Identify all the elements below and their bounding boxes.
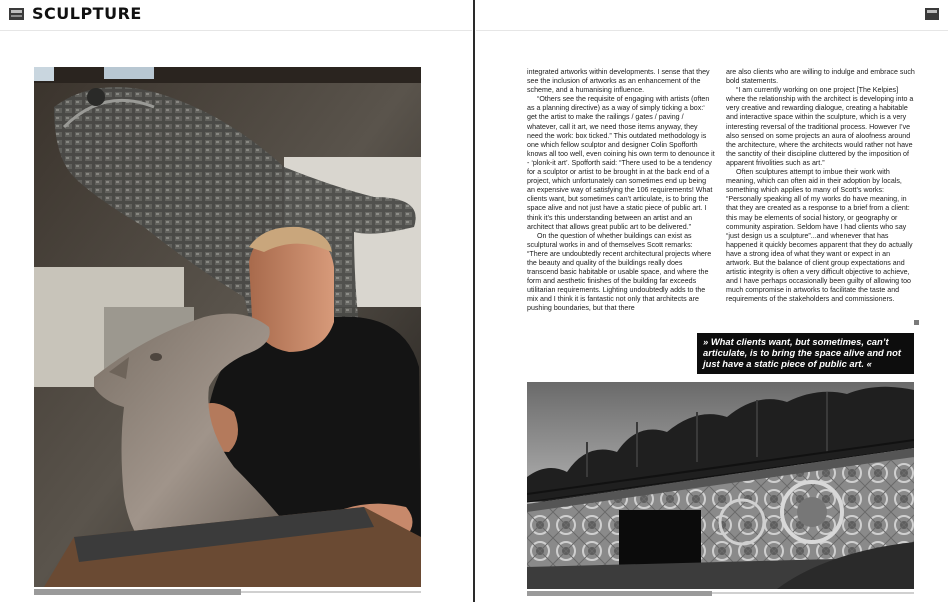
page-spine — [473, 0, 475, 602]
section-title: SCULPTURE — [32, 4, 142, 23]
main-photo — [34, 67, 421, 587]
photo-caption-rule — [241, 591, 421, 593]
article-paragraph: On the question of whether buildings can exist as sculptural works in and of themselves Scott remarks: “There are undoubtedly recent architectural projects where the beauty and quality of the buildings really does transcend basic habitable or usable space, and where the form and aesthetic finishes of the building far exceeds utilitarian requirements. Lighting undoubtedly adds to the mix and I think it is fantastic not only that architects are pushing boundaries, but that there — [527, 231, 712, 313]
page-corner-marker-icon — [925, 8, 939, 20]
header-rule-right — [476, 30, 948, 31]
article-paragraph: are also clients who are willing to indulge and embrace such bold statements. — [726, 68, 915, 86]
article-end-mark — [914, 320, 919, 325]
article-paragraph: integrated artworks within developments. I sense that they see the inclusion of artworks as an enhancement of the scheme, and a humanising influence. — [527, 68, 710, 95]
article-column-2 — [726, 68, 915, 304]
section-marker-icon — [9, 8, 24, 20]
pull-quote: » What clients want, but sometimes, can’t articulate, is to bring the space alive and not just have a static piece of public art. « — [697, 333, 914, 374]
article-paragraph: “I am currently working on one project [The Kelpies] where the relationship with the architect is developing into a very creative and rewarding dialogue, creating a habitable and interactive space within the sculpture, which is a very interesting reversal of the traditional process. However I’ve also sensed on some projects an aura of aloofness around the architecture, where the architects would rather not have the sanctity of their discipline cluttered by the imposition of apparent frivolities such as art.” — [726, 86, 914, 167]
photo-caption-bar — [34, 589, 241, 595]
article-paragraph: “Others see the requisite of engaging with artists (often as a planning directive) as a way of simply ticking a box:‘ get the artist to make the railings / gates / paving / whatever, call it art, we need those items anyway, they need the work: box ticked.” This outdated methodology is one which fellow sculptor and designer Colin Spofforth knows all too well, even coining his own term to denounce it - ‘plonk-it art’. Spofforth said: “There used to be a tendency for a sculptor or artist to be brought in at the back end of a project, which unfortunately can sometimes end up being an expensive way of satisfying the 106 requirements! What clients want, but sometimes can’t articulate, is to bring the space alive and not just have a static piece of public art. I think it’s this understanding between an artist and an architect that allows great public art to be delivered.” — [527, 95, 715, 231]
article-column-1 — [527, 68, 715, 314]
article-paragraph: Often sculptures attempt to imbue their work with meaning, which can often aid in their adoption by locals, something which applies to many of Scott’s works: “Personally speaking all of my works do have meaning, in that they are created as a response to a brief from a client: this may be elements of social history, or geography or community aspiration. Seldom have I had clients who say “just design us a sculpture”...and whenever that has happened it quickly becomes apparent that they do actually have a strong idea of what they want or expect in an artwork. But the balance of client group expectations and artistic integrity is often a very difficult objective to achieve, and I have perhaps occasionally been guilty of allowing too much compromise in artworks to facilitate the taste and requirements of the stakeholders and commissioners. — [726, 168, 913, 304]
header-rule-left — [0, 30, 472, 31]
photo-caption-rule — [712, 592, 914, 594]
underpass-photo — [527, 382, 914, 589]
photo-caption-bar — [527, 591, 712, 596]
